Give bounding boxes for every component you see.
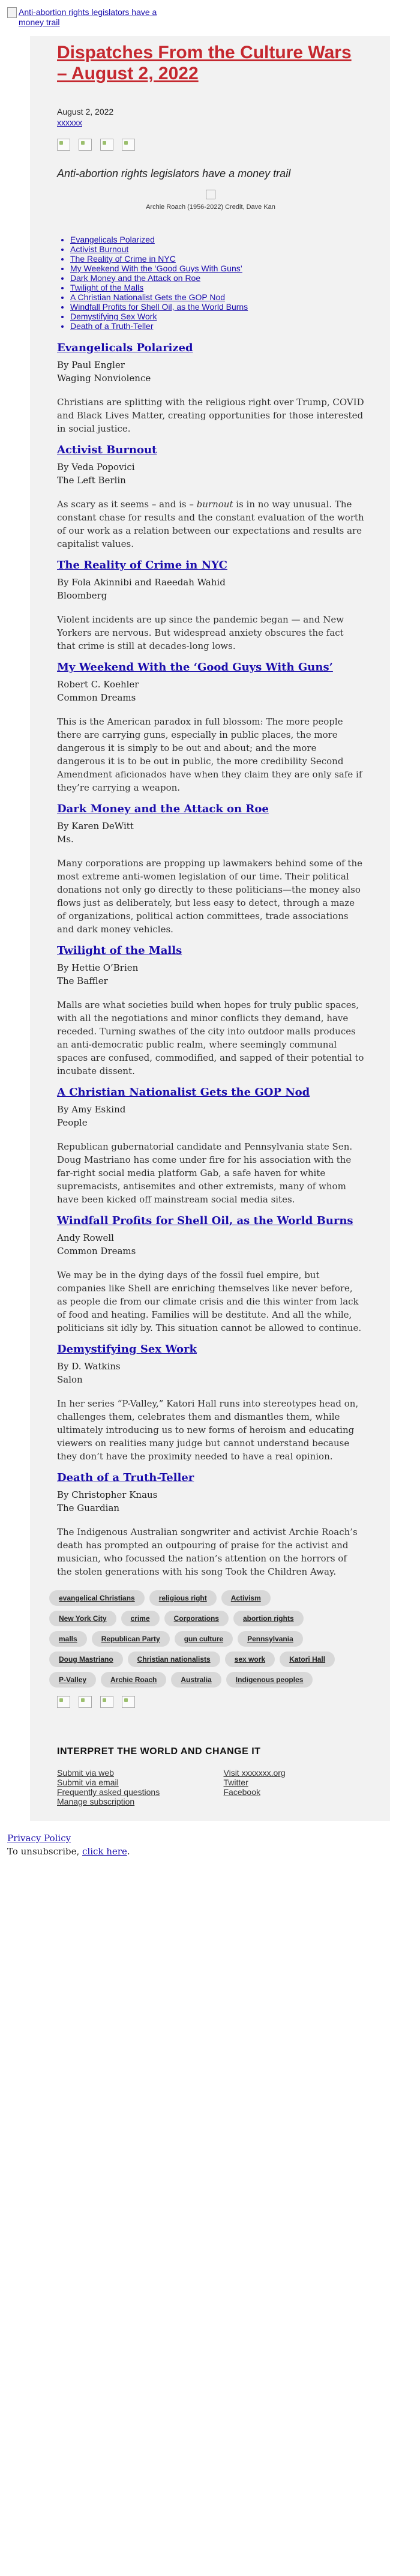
summary-text: As scary as it seems – and is –: [57, 499, 197, 510]
footer-link[interactable]: Twitter: [223, 1778, 248, 1787]
summary-text: This is the American paradox in full blossom: The more people there are carrying guns, especially in public places, the more dangerous it is simply to be out and about; and the more dangerous it is to be out in public, the more credibility Second Amendment aficionados have when they claim they are only safe if they’re carrying a weapon.: [57, 716, 362, 793]
article: [57, 444, 364, 550]
tag-pill[interactable]: New York City: [49, 1611, 116, 1626]
privacy-policy-link[interactable]: Privacy Policy: [7, 1833, 71, 1844]
article-summary: [57, 498, 364, 550]
tag-pill[interactable]: Doug Mastriano: [49, 1651, 123, 1667]
article-summary: [57, 1140, 364, 1206]
footer-facebook-icon[interactable]: [57, 1696, 70, 1708]
article-title-link[interactable]: Demystifying Sex Work: [57, 1343, 197, 1356]
article-source: The Guardian: [57, 1503, 120, 1513]
tag-pill[interactable]: crime: [121, 1611, 160, 1626]
toc-link[interactable]: Evangelicals Polarized: [70, 235, 155, 244]
email-page: [0, 7, 420, 1870]
toc-item: [70, 273, 364, 283]
article-summary: [57, 857, 364, 936]
toc-link[interactable]: Windfall Profits for Shell Oil, as the World Burns: [70, 302, 248, 312]
article-source: The Left Berlin: [57, 475, 126, 486]
article: [57, 1086, 364, 1206]
article-summary: [57, 715, 364, 794]
article-summary: [57, 998, 364, 1078]
summary-text: In her series “P-Valley,” Katori Hall runs into stereotypes head on, challenges them, celebrates them and dismantles them, while ultimately introducing us to new forms of heroism and educating viewers on realities many judge but cannot understand because they don’t have the proximity needed to have a real opinion.: [57, 1398, 359, 1462]
email-bottom: [0, 1821, 420, 1870]
newsletter-container: [30, 36, 390, 1821]
tag-pill[interactable]: gun culture: [175, 1631, 233, 1647]
article: [57, 944, 364, 1078]
tag-pill[interactable]: sex work: [225, 1651, 275, 1667]
article-source: The Baffler: [57, 976, 108, 986]
article-byline: Robert C. Koehler: [57, 679, 139, 690]
toc-link[interactable]: My Weekend With the ‘Good Guys With Guns’: [70, 264, 242, 273]
article: [57, 559, 364, 653]
article-byline: By Hettie O’Brien: [57, 962, 139, 973]
article-meta: [57, 358, 364, 385]
issue-date: August 2, 2022: [57, 107, 114, 116]
article-heading: [57, 944, 364, 958]
tag-pill[interactable]: Indigenous peoples: [226, 1672, 313, 1688]
tag-pill[interactable]: Corporations: [164, 1611, 229, 1626]
tag-pill[interactable]: Katori Hall: [280, 1651, 335, 1667]
tag-pill[interactable]: religious right: [149, 1590, 217, 1606]
footer-link[interactable]: Frequently asked questions: [57, 1787, 160, 1797]
placeholder-link[interactable]: xxxxxx: [57, 118, 82, 127]
unsubscribe-suffix: .: [127, 1846, 130, 1857]
article-title-link[interactable]: Evangelicals Polarized: [57, 342, 193, 354]
unsubscribe-line: [7, 1845, 420, 1858]
tag-pill[interactable]: Republican Party: [92, 1631, 170, 1647]
toc-item: [70, 292, 364, 302]
article-title-link[interactable]: Dark Money and the Attack on Roe: [57, 803, 269, 815]
unsubscribe-link[interactable]: click here: [82, 1846, 127, 1857]
summary-emphasis: burnout: [196, 499, 233, 510]
footer-right-links: [224, 1768, 391, 1806]
toc-link[interactable]: A Christian Nationalist Gets the GOP Nod: [70, 292, 226, 302]
article-heading: [57, 661, 364, 674]
article: [57, 342, 364, 435]
footer-link[interactable]: Facebook: [223, 1787, 260, 1797]
tag-pill[interactable]: Pennsylvania: [238, 1631, 303, 1647]
article-meta: [57, 819, 364, 846]
article-byline: By Amy Eskind: [57, 1104, 126, 1115]
article-byline: By Karen DeWitt: [57, 821, 134, 831]
footer-link[interactable]: Submit via email: [57, 1778, 119, 1787]
article-byline: Andy Rowell: [57, 1232, 114, 1243]
broken-image-icon: [206, 190, 215, 199]
article-meta: [57, 678, 364, 704]
unsubscribe-prefix: To unsubscribe,: [7, 1846, 83, 1857]
article-source: People: [57, 1117, 88, 1128]
article-heading: [57, 342, 364, 355]
footer-left-links: [57, 1768, 224, 1806]
toc-link[interactable]: Death of a Truth-Teller: [70, 321, 154, 331]
summary-text: Malls are what societies build when hopes for truly public spaces, with all the negotiations and minor conflicts they demand, have receded. Turning swathes of the city into outdoor malls produces an anti-democratic public realm, where seemingly communal spaces are confused, commodified, and sapped of their potential to incubate dissent.: [57, 1000, 364, 1076]
header-image-alt-text[interactable]: Anti-abortion rights legislators have a money trail: [19, 7, 157, 27]
toc-item: [70, 312, 364, 321]
article-title-link[interactable]: Windfall Profits for Shell Oil, as the World Burns: [57, 1214, 353, 1227]
article-title-link[interactable]: Activist Burnout: [57, 444, 157, 456]
footer-link[interactable]: Manage subscription: [57, 1797, 135, 1806]
article-source: Ms.: [57, 834, 74, 845]
toc-item: [70, 264, 364, 273]
share-email-icon[interactable]: [100, 139, 113, 151]
footer-heading: INTERPRET THE WORLD AND CHANGE IT: [57, 1746, 261, 1757]
header-image-broken[interactable]: [7, 7, 181, 28]
article-heading: [57, 1343, 364, 1356]
article-summary: [57, 1397, 364, 1463]
article-summary: [57, 1268, 364, 1335]
toc-item: [70, 235, 364, 244]
article-heading: [57, 559, 364, 572]
tag-pill[interactable]: Australia: [171, 1672, 221, 1688]
article-source: Bloomberg: [57, 590, 107, 601]
tag-pill[interactable]: P-Valley: [49, 1672, 96, 1688]
toc-link[interactable]: Twilight of the Malls: [70, 283, 144, 292]
article-title-link[interactable]: Death of a Truth-Teller: [57, 1471, 194, 1484]
summary-text: Many corporations are propping up lawmakers behind some of the most extreme anti-women legislation of our time. Their political donations not only go directly to these politicians—the money also flows just as deliberately, but less easy to detect, through a maze of organizations, political action committees, trade associations and dark money vehicles.: [57, 858, 362, 935]
toc-link[interactable]: The Reality of Crime in NYC: [70, 254, 176, 264]
tag-pill[interactable]: Christian nationalists: [128, 1651, 220, 1667]
article-title-link[interactable]: Twilight of the Malls: [57, 944, 182, 957]
article-heading: [57, 1086, 364, 1099]
article-byline: By Christopher Knaus: [57, 1489, 158, 1500]
article: [57, 1214, 364, 1335]
footer-email-icon[interactable]: [100, 1696, 113, 1708]
article: [57, 661, 364, 794]
article-heading: [57, 1214, 364, 1228]
article-meta: [57, 1103, 364, 1129]
article-summary: [57, 1525, 364, 1578]
article-heading: [57, 444, 364, 457]
share-link-icon[interactable]: [122, 139, 135, 151]
article-source: Salon: [57, 1374, 83, 1385]
tag-list: [30, 1587, 337, 1688]
toc-item: [70, 254, 364, 264]
article-byline: By D. Watkins: [57, 1361, 121, 1372]
toc-link[interactable]: Activist Burnout: [70, 244, 129, 254]
tag-pill[interactable]: abortion rights: [233, 1611, 304, 1626]
article-byline: By Veda Popovici: [57, 462, 135, 472]
article-meta: [57, 1488, 364, 1515]
toc-link[interactable]: Demystifying Sex Work: [70, 312, 157, 321]
summary-text: Christians are splitting with the religious right over Trump, COVID and Black Lives Matter, creating opportunities for those interested in social justice.: [57, 397, 364, 434]
summary-text: is in no way unusual. The constant chase for results and the constant evaluation of the worth of our work as a relation between our expectations and results are capitalist values.: [57, 499, 364, 549]
summary-text: Violent incidents are up since the pandemic began — and New Yorkers are nervous. But widespread anxiety obscures the fact that crime is still at decades-long lows.: [57, 614, 344, 651]
photo-caption: Archie Roach (1956-2022) Credit, Dave Kan: [146, 204, 275, 211]
article-source: Common Dreams: [57, 1246, 136, 1256]
newsletter-title[interactable]: Dispatches From the Culture Wars – August 2, 2022: [57, 43, 352, 83]
article-meta: [57, 1360, 364, 1386]
toc-item: [70, 321, 364, 331]
social-share-row: [57, 139, 364, 151]
article-summary: [57, 396, 364, 435]
footer-link[interactable]: Visit xxxxxxx.org: [223, 1768, 286, 1778]
article-title-link[interactable]: A Christian Nationalist Gets the GOP Nod: [57, 1086, 310, 1099]
article-summary: [57, 613, 364, 653]
tag-pill[interactable]: malls: [49, 1631, 87, 1647]
article-heading: [57, 1471, 364, 1485]
article-title-link[interactable]: The Reality of Crime in NYC: [57, 559, 227, 572]
share-facebook-icon[interactable]: [57, 139, 70, 151]
broken-image-icon: [7, 7, 17, 18]
article: [57, 803, 364, 936]
feature-photo: [57, 190, 364, 211]
articles-list: [57, 342, 364, 1578]
article: [57, 1343, 364, 1463]
article-source: Common Dreams: [57, 692, 136, 703]
article-byline: By Paul Engler: [57, 360, 125, 370]
toc-item: [70, 244, 364, 254]
table-of-contents: [57, 235, 364, 331]
article-heading: [57, 803, 364, 816]
article-source: Waging Nonviolence: [57, 373, 151, 384]
footer-social-row: [57, 1696, 364, 1708]
article-title-link[interactable]: My Weekend With the ‘Good Guys With Guns’: [57, 661, 333, 674]
tag-pill[interactable]: Archie Roach: [101, 1672, 166, 1688]
tag-pill[interactable]: Activism: [221, 1590, 271, 1606]
toc-item: [70, 302, 364, 312]
footer-link-icon[interactable]: [122, 1696, 135, 1708]
footer-twitter-icon[interactable]: [79, 1696, 92, 1708]
article-byline: By Fola Akinnibi and Raeedah Wahid: [57, 577, 226, 588]
summary-text: We may be in the dying days of the fossil fuel empire, but companies like Shell are enriching themselves like never before, as people die from our climate crisis and die this winter from lack of food and heating. Families will be destitute. And all the while, politicians sit idly by. This situation cannot be allowed to continue.: [57, 1270, 362, 1333]
toc-item: [70, 283, 364, 292]
summary-text: Republican gubernatorial candidate and Pennsylvania state Sen. Doug Mastriano has come under fire for his association with the far-right social media platform Gab, a safe haven for white supremacists, antisemites and other extremists, many of whom have been kicked off mainstream social media sites.: [57, 1141, 353, 1205]
article-meta: [57, 1231, 364, 1258]
summary-text: The Indigenous Australian songwriter and activist Archie Roach’s death has prompted an outpouring of praise for the activist and musician, who focussed the nation’s attention on the horrors of the stolen generations with his song Took the Children Away.: [57, 1527, 358, 1577]
newsletter-footer: [30, 1746, 390, 1806]
share-twitter-icon[interactable]: [79, 139, 92, 151]
issue-subtitle: Anti-abortion rights legislators have a money trail: [57, 167, 291, 179]
toc-link[interactable]: Dark Money and the Attack on Roe: [70, 273, 201, 283]
article-meta: [57, 576, 364, 602]
article-meta: [57, 460, 364, 487]
article-meta: [57, 961, 364, 988]
tag-pill[interactable]: evangelical Christians: [49, 1590, 145, 1606]
footer-link[interactable]: Submit via web: [57, 1768, 114, 1778]
article: [57, 1471, 364, 1578]
